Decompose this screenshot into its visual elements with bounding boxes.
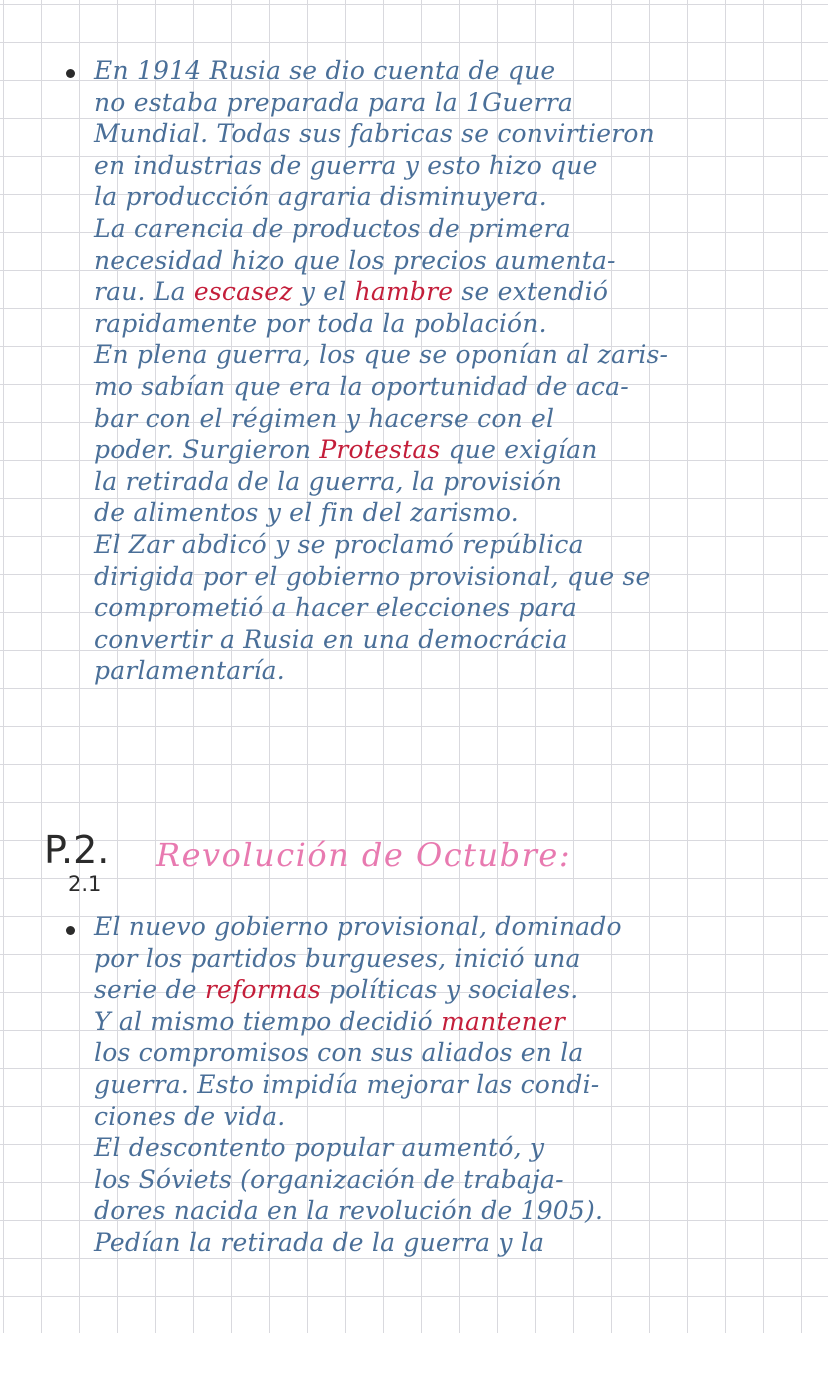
section-title: Revolución de Octubre:	[156, 836, 572, 874]
text-line: bar con el régimen y hacerse con el	[94, 403, 555, 433]
highlighted-word: escasez	[193, 277, 293, 307]
text-line: dirigida por el gobierno provisional, que se	[94, 561, 651, 591]
text-line: necesidad hizo que los precios aumenta-	[94, 245, 616, 275]
text-segment: poder. Surgieron	[94, 435, 320, 465]
text-line: comprometió a hacer elecciones para	[94, 593, 577, 623]
text-line: En plena guerra, los que se oponían al zaris-	[94, 340, 669, 370]
text-line: rapidamente por toda la población.	[94, 308, 547, 338]
handwritten-paragraph-2	[94, 911, 820, 1259]
text-segment: políticas y sociales.	[320, 975, 579, 1005]
text-line: El Zar abdicó y se proclamó república	[94, 529, 584, 559]
text-line: Mundial. Todas sus fabricas se convirtieron	[94, 119, 655, 149]
text-line: En 1914 Rusia se dio cuenta de que	[94, 56, 556, 85]
text-line: en industrias de guerra y esto hizo que	[94, 150, 598, 180]
text-line: mo sabían que era la oportunidad de aca-	[94, 371, 629, 401]
text-line: convertir a Rusia en una democrácia	[94, 624, 568, 654]
text-segment: serie de	[94, 975, 205, 1005]
text-segment: se extendió	[453, 277, 609, 307]
text-line: los Sóviets (organización de trabaja-	[94, 1164, 564, 1194]
text-line	[94, 1006, 820, 1038]
text-line: La carencia de productos de primera	[94, 213, 571, 243]
text-line	[94, 974, 820, 1006]
text-line: los compromisos con sus aliados en la	[94, 1038, 584, 1068]
text-line	[94, 276, 820, 308]
text-line: El descontento popular aumentó, y	[94, 1133, 545, 1163]
handwritten-paragraph-1	[94, 55, 820, 687]
page-bottom-margin	[0, 1333, 828, 1379]
text-line: no estaba preparada para la 1Guerra	[94, 87, 574, 117]
highlighted-word: mantener	[441, 1006, 566, 1036]
text-segment: y el	[292, 277, 355, 307]
text-line: dores nacida en la revolución de 1905).	[94, 1196, 604, 1226]
text-line: de alimentos y el fin del zarismo.	[94, 498, 519, 528]
highlighted-word: Protestas	[319, 435, 441, 465]
highlighted-word: reformas	[204, 975, 321, 1005]
text-segment: que exigían	[440, 435, 598, 465]
bullet-point-1	[66, 69, 75, 78]
text-line: Pedían la retirada de la guerra y la	[94, 1227, 545, 1257]
text-line: guerra. Esto impidía mejorar las condi-	[94, 1069, 600, 1099]
highlighted-word: hambre	[354, 277, 454, 307]
subsection-number: 2.1	[68, 872, 102, 896]
text-line: la retirada de la guerra, la provisión	[94, 466, 563, 496]
text-line	[94, 434, 820, 466]
section-number: P.2.	[44, 828, 110, 872]
text-line: parlamentaría.	[94, 656, 285, 686]
text-segment: rau. La	[94, 277, 194, 307]
bullet-point-2	[66, 926, 75, 935]
text-line: por los partidos burgueses, inició una	[94, 943, 581, 973]
text-line: la producción agraria disminuyera.	[94, 182, 547, 212]
text-line: El nuevo gobierno provisional, dominado	[94, 912, 622, 941]
text-segment: Y al mismo tiempo decidió	[94, 1006, 442, 1036]
text-line: ciones de vida.	[94, 1101, 286, 1131]
